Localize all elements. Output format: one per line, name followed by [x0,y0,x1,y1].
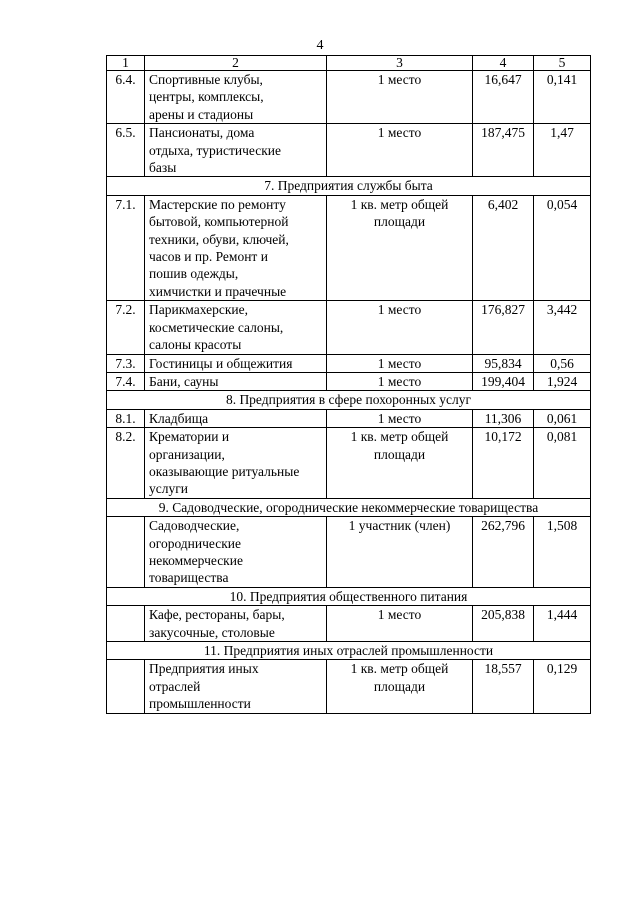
table-row [107,354,591,372]
row-number-cell [107,428,145,499]
row-number-cell-text: 7.2. [115,302,136,318]
facility-name-cell [145,517,327,588]
section-title: 10. Предприятия общественного питания [107,587,591,605]
column-header: 3 [327,56,473,71]
value-col5-cell-text: 0,141 [546,72,578,87]
table-row [107,71,591,124]
unit-cell [327,195,473,300]
value-col5-cell [534,409,591,427]
value-col4-cell-text: 16,647 [484,72,522,87]
facility-name-cell-text: Садоводческие, огороднические некоммерческие товарищества [149,518,243,586]
row-number-cell-text: 7.4. [115,373,136,389]
value-col5-cell-text: 3,442 [546,302,578,318]
value-col5-cell [534,517,591,588]
value-col5-cell [534,301,591,354]
unit-cell [327,409,473,427]
facility-name-cell [145,372,327,390]
value-col4-cell-text: 95,834 [484,355,522,371]
value-col4-cell-text: 199,404 [481,373,525,389]
table-row [107,606,591,642]
value-col4-cell [473,354,534,372]
facility-name-cell [145,354,327,372]
table-row [107,517,591,588]
table-body [107,56,591,714]
table-row [107,372,591,390]
unit-cell [327,660,473,713]
table-row [107,428,591,499]
facility-name-cell [145,301,327,354]
facility-name-cell-text: Гостиницы и общежития [149,355,293,371]
facility-name-cell [145,409,327,427]
row-number-cell [107,606,145,642]
value-col5-cell-text: 1,444 [546,607,578,623]
row-number-cell [107,409,145,427]
facility-name-cell [145,124,327,177]
value-col5-cell [534,354,591,372]
unit-cell [327,428,473,499]
value-col4-cell-text: 187,475 [481,125,525,141]
row-number-cell [107,124,145,177]
facility-name-cell-text: Крематории и организации, оказывающие ритуальные услуги [149,429,300,497]
column-header: 4 [473,56,534,71]
value-col5-cell [534,124,591,177]
value-col4-cell [473,428,534,499]
value-col4-cell [473,517,534,588]
value-col4-cell [473,195,534,300]
unit-cell-text: 1 место [377,410,422,426]
value-col4-cell [473,124,534,177]
facility-name-cell-text: Кафе, рестораны, бары, закусочные, столовые [149,607,285,640]
value-col5-cell-text: 0,56 [550,355,574,371]
row-number-cell-text: 6.4. [115,72,136,87]
value-col5-cell-text: 1,924 [546,373,578,389]
unit-cell-text: 1 место [377,355,422,371]
unit-cell-text: 1 кв. метр общей площади [350,429,449,462]
facility-name-cell-text: Пансионаты, дома отдыха, туристические базы [149,125,281,176]
unit-cell [327,517,473,588]
facility-name-cell [145,71,327,124]
unit-cell [327,372,473,390]
row-number-cell [107,195,145,300]
value-col4-cell-text: 11,306 [484,410,522,426]
unit-cell-text: 1 место [377,373,422,389]
value-col4-cell-text: 10,172 [484,429,522,445]
value-col5-cell-text: 1,508 [546,518,578,534]
unit-cell [327,606,473,642]
value-col4-cell [473,71,534,124]
row-number-cell [107,372,145,390]
facility-name-cell [145,428,327,499]
column-header: 1 [107,56,145,71]
facility-name-cell [145,606,327,642]
unit-cell [327,354,473,372]
value-col4-cell-text: 18,557 [484,661,522,677]
row-number-cell-text: 8.2. [115,429,136,445]
facility-name-cell-text: Спортивные клубы, центры, комплексы, арены и стадионы [149,72,264,122]
column-number-row [107,56,591,71]
section-header-row [107,642,591,660]
value-col5-cell-text: 1,47 [550,125,574,141]
value-col5-cell [534,660,591,713]
value-col5-cell-text: 0,061 [546,410,578,426]
unit-cell [327,71,473,124]
table-row [107,660,591,713]
facility-name-cell-text: Парикмахерские, косметические салоны, салоны красоты [149,302,284,353]
value-col4-cell-text: 176,827 [481,302,525,318]
section-title: 7. Предприятия службы быта [107,177,591,195]
row-number-cell [107,354,145,372]
unit-cell-text: 1 место [377,607,422,623]
column-header: 5 [534,56,591,71]
unit-cell [327,124,473,177]
section-header-row [107,498,591,516]
value-col4-cell [473,372,534,390]
row-number-cell-text: 7.3. [115,355,136,371]
unit-cell-text: 1 место [377,302,422,318]
facility-name-cell [145,660,327,713]
value-col5-cell-text: 0,129 [546,661,578,677]
table-row [107,409,591,427]
row-number-cell [107,660,145,713]
unit-cell-text: 1 участник (член) [348,518,451,534]
value-col5-cell-text: 0,054 [546,196,578,212]
row-number-cell [107,517,145,588]
unit-cell-text: 1 место [377,72,422,87]
row-number-cell-text: 8.1. [115,410,136,426]
facility-name-cell-text: Мастерские по ремонту бытовой, компьютерной техники, обуви, ключей, часов и пр. Ремонт и пошив одежды, химчистки и прачечные [149,196,289,299]
value-col5-cell [534,71,591,124]
value-col5-cell [534,372,591,390]
section-title: 8. Предприятия в сфере похоронных услуг [107,391,591,409]
value-col4-cell [473,301,534,354]
table-row [107,124,591,177]
section-header-row [107,177,591,195]
row-number-cell-text: 6.5. [115,125,136,141]
value-col4-cell [473,606,534,642]
value-col4-cell [473,409,534,427]
section-header-row [107,587,591,605]
page-number: 4 [316,38,324,53]
value-col5-cell [534,428,591,499]
value-col4-cell-text: 6,402 [487,196,519,212]
unit-cell [327,301,473,354]
section-title: 9. Садоводческие, огороднические некоммерческие товарищества [107,498,591,516]
value-col5-cell [534,606,591,642]
section-title: 11. Предприятия иных отраслей промышленности [107,642,591,660]
row-number-cell-text: 7.1. [115,196,136,212]
value-col4-cell-text: 262,796 [481,518,525,534]
unit-cell-text: 1 кв. метр общей площади [350,196,449,230]
table-row [107,195,591,300]
unit-cell-text: 1 место [377,125,422,141]
table-row [107,301,591,354]
value-col4-cell-text: 205,838 [481,607,525,623]
facility-name-cell-text: Бани, сауны [149,373,219,389]
row-number-cell [107,71,145,124]
value-col5-cell-text: 0,081 [546,429,578,445]
facility-name-cell-text: Кладбища [149,410,209,426]
column-header: 2 [145,56,327,71]
norms-table [106,55,591,714]
facility-name-cell-text: Предприятия иных отраслей промышленности [149,661,259,712]
row-number-cell [107,301,145,354]
section-header-row [107,391,591,409]
value-col5-cell [534,195,591,300]
unit-cell-text: 1 кв. метр общей площади [350,661,449,694]
value-col4-cell [473,660,534,713]
facility-name-cell [145,195,327,300]
